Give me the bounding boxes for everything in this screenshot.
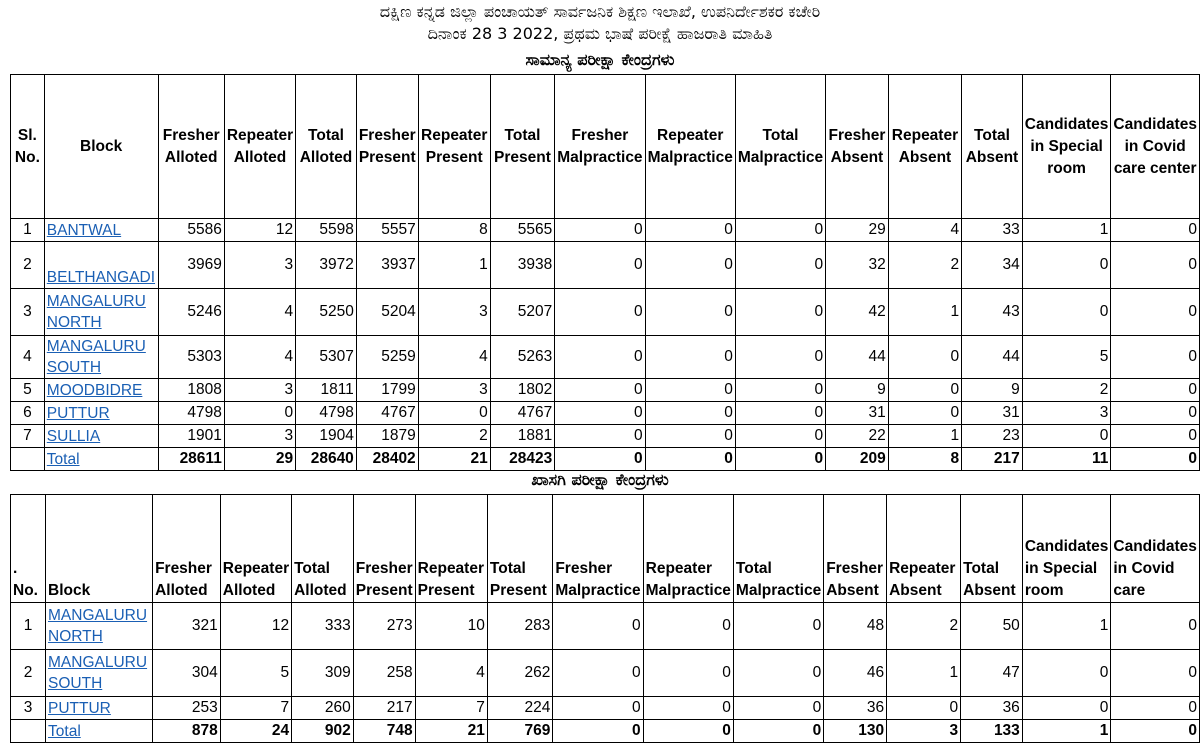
value-cell: 0 (643, 650, 733, 697)
value-cell: 262 (487, 650, 552, 697)
col-header-block: Block (44, 75, 158, 219)
value-cell: 0 (888, 336, 961, 379)
value-cell: 0 (1111, 242, 1200, 289)
value-cell: 5565 (490, 219, 555, 242)
value-cell: 5246 (158, 289, 224, 336)
block-link[interactable]: MANGALURU SOUTH (46, 338, 146, 376)
value-cell: 3969 (158, 242, 224, 289)
value-cell: 0 (735, 425, 825, 448)
block-cell (46, 697, 153, 720)
table-row (11, 242, 1200, 289)
value-cell: 321 (153, 603, 221, 650)
value-cell: 4 (224, 336, 295, 379)
serial-number-cell: 5 (11, 379, 45, 402)
value-cell: 1879 (356, 425, 418, 448)
value-cell: 0 (888, 402, 961, 425)
value-cell: 4767 (490, 402, 555, 425)
total-value-cell: 0 (1111, 720, 1200, 743)
block-cell (44, 336, 158, 379)
total-value-cell: 28402 (356, 448, 418, 471)
serial-number-cell: 2 (11, 650, 46, 697)
table-row (11, 650, 1200, 697)
value-cell: 23 (962, 425, 1023, 448)
table-row (11, 402, 1200, 425)
col-header-total-present: Total Present (490, 75, 555, 219)
block-cell (44, 289, 158, 336)
col-header-special-room: Candidates in Special room (1022, 495, 1111, 603)
total-value-cell: 902 (292, 720, 354, 743)
value-cell: 48 (824, 603, 887, 650)
table-header-row (11, 495, 1200, 603)
value-cell: 0 (1111, 603, 1200, 650)
value-cell: 0 (735, 242, 825, 289)
office-title: ದಕ್ಷಿಣ ಕನ್ನಡ ಜಿಲ್ಲಾ ಪಂಚಾಯತ್ ಸಾರ್ವಜನಿಕ ಶಿಕ್ಷಣ ಇಲಾಖೆ, ಉಪನಿರ್ದೇಶಕರ ಕಚೇರಿ (379, 2, 821, 21)
value-cell: 3 (224, 242, 295, 289)
total-label-cell (46, 720, 153, 743)
table-row (11, 379, 1200, 402)
value-cell: 1 (888, 425, 961, 448)
value-cell: 4 (888, 219, 961, 242)
col-header-fresher-malpractice: Fresher Malpractice (555, 75, 645, 219)
total-value-cell: 133 (961, 720, 1023, 743)
value-cell: 1802 (490, 379, 555, 402)
value-cell: 5586 (158, 219, 224, 242)
serial-number-cell: 4 (11, 336, 45, 379)
value-cell: 12 (224, 219, 295, 242)
value-cell: 33 (962, 219, 1023, 242)
col-header-repeater-malpractice: Repeater Malpractice (645, 75, 735, 219)
total-value-cell: 0 (643, 720, 733, 743)
value-cell: 9 (962, 379, 1023, 402)
value-cell: 2 (1022, 379, 1111, 402)
col-header-total-alloted: Total Alloted (292, 495, 354, 603)
block-link[interactable]: PUTTUR (48, 699, 111, 717)
block-cell (44, 242, 158, 289)
value-cell: 0 (1111, 425, 1200, 448)
value-cell: 0 (1111, 402, 1200, 425)
section-title-private-centres: ಖಾಸಗಿ ಪರೀಕ್ಷಾ ಕೇಂದ್ರಗಳು (531, 470, 669, 489)
value-cell: 10 (415, 603, 487, 650)
table-row (11, 697, 1200, 720)
value-cell: 3972 (296, 242, 357, 289)
value-cell: 283 (487, 603, 552, 650)
value-cell: 3 (224, 379, 295, 402)
value-cell: 5307 (296, 336, 357, 379)
value-cell: 4 (224, 289, 295, 336)
block-cell (44, 402, 158, 425)
empty-cell (11, 448, 45, 471)
col-header-total-present: Total Present (487, 495, 552, 603)
table-row (11, 425, 1200, 448)
block-cell (44, 379, 158, 402)
value-cell: 0 (645, 425, 735, 448)
total-value-cell: 8 (888, 448, 961, 471)
value-cell: 0 (643, 603, 733, 650)
total-value-cell: 0 (555, 448, 645, 471)
col-header-total-malpractice: Total Malpractice (735, 75, 825, 219)
col-header-repeater-alloted: Repeater Alloted (224, 75, 295, 219)
total-value-cell: 748 (353, 720, 415, 743)
value-cell: 2 (418, 425, 490, 448)
block-cell (44, 425, 158, 448)
table-row (11, 336, 1200, 379)
value-cell: 0 (553, 650, 643, 697)
value-cell: 5204 (356, 289, 418, 336)
total-value-cell: 29 (224, 448, 295, 471)
block-link[interactable]: MANGALURU NORTH (46, 293, 146, 331)
value-cell: 2 (887, 603, 961, 650)
value-cell: 7 (415, 697, 487, 720)
total-value-cell: 769 (487, 720, 552, 743)
total-value-cell: 28640 (296, 448, 357, 471)
value-cell: 4 (415, 650, 487, 697)
value-cell: 0 (735, 336, 825, 379)
total-value-cell: 21 (418, 448, 490, 471)
empty-cell (11, 720, 46, 743)
value-cell: 0 (418, 402, 490, 425)
value-cell: 0 (645, 289, 735, 336)
col-header-repeater-alloted: Repeater Alloted (220, 495, 291, 603)
value-cell: 4 (418, 336, 490, 379)
value-cell: 0 (1022, 289, 1111, 336)
col-header-total-alloted: Total Alloted (296, 75, 357, 219)
value-cell: 0 (733, 650, 823, 697)
value-cell: 4798 (296, 402, 357, 425)
value-cell: 273 (353, 603, 415, 650)
value-cell: 0 (555, 289, 645, 336)
total-value-cell: 209 (826, 448, 889, 471)
col-header-fresher-alloted: Fresher Alloted (153, 495, 221, 603)
value-cell: 2 (888, 242, 961, 289)
value-cell: 0 (735, 219, 825, 242)
col-header-repeater-present: Repeater Present (418, 75, 490, 219)
value-cell: 7 (220, 697, 291, 720)
value-cell: 5557 (356, 219, 418, 242)
total-label-cell (44, 448, 158, 471)
value-cell: 5598 (296, 219, 357, 242)
total-value-cell: 878 (153, 720, 221, 743)
value-cell: 4767 (356, 402, 418, 425)
total-value-cell: 21 (415, 720, 487, 743)
total-value-cell: 0 (645, 448, 735, 471)
col-header-fresher-present: Fresher Present (356, 75, 418, 219)
total-value-cell: 11 (1022, 448, 1111, 471)
value-cell: 43 (962, 289, 1023, 336)
value-cell: 1881 (490, 425, 555, 448)
value-cell: 0 (887, 697, 961, 720)
serial-number-cell: 3 (11, 697, 46, 720)
value-cell: 3 (224, 425, 295, 448)
value-cell: 34 (962, 242, 1023, 289)
value-cell: 44 (826, 336, 889, 379)
value-cell: 309 (292, 650, 354, 697)
value-cell: 0 (1111, 697, 1200, 720)
value-cell: 260 (292, 697, 354, 720)
value-cell: 1904 (296, 425, 357, 448)
value-cell: 0 (888, 379, 961, 402)
value-cell: 0 (555, 402, 645, 425)
value-cell: 8 (418, 219, 490, 242)
col-header-repeater-absent: Repeater Absent (888, 75, 961, 219)
block-link[interactable]: MANGALURU SOUTH (48, 654, 148, 692)
block-link[interactable]: SULLIA (46, 427, 101, 445)
value-cell: 31 (826, 402, 889, 425)
serial-number-cell: 2 (11, 242, 45, 289)
section-title-government-centres: ಸಾಮಾನ್ಯ ಪರೀಕ್ಷಾ ಕೇಂದ್ರಗಳು (525, 50, 675, 69)
value-cell: 3 (1022, 402, 1111, 425)
total-value-cell: 1 (1022, 720, 1111, 743)
col-header-repeater-absent: Repeater Absent (887, 495, 961, 603)
value-cell: 0 (1111, 336, 1200, 379)
value-cell: 0 (553, 697, 643, 720)
total-value-cell: 130 (824, 720, 887, 743)
value-cell: 50 (961, 603, 1023, 650)
value-cell: 12 (220, 603, 291, 650)
total-value-cell: 3 (887, 720, 961, 743)
col-header-total-absent: Total Absent (962, 75, 1023, 219)
table-row (11, 603, 1200, 650)
value-cell: 258 (353, 650, 415, 697)
block-cell (44, 219, 158, 242)
value-cell: 0 (555, 242, 645, 289)
col-header-sl-no: Sl. No. (11, 75, 45, 219)
value-cell: 3 (418, 379, 490, 402)
value-cell: 47 (961, 650, 1023, 697)
value-cell: 0 (1111, 219, 1200, 242)
value-cell: 0 (555, 379, 645, 402)
col-header-covid-care: Candidates in Covid care center (1111, 75, 1200, 219)
value-cell: 333 (292, 603, 354, 650)
value-cell: 0 (735, 379, 825, 402)
value-cell: 0 (645, 379, 735, 402)
total-value-cell: 28423 (490, 448, 555, 471)
col-header-repeater-malpractice: Repeater Malpractice (643, 495, 733, 603)
value-cell: 217 (353, 697, 415, 720)
value-cell: 5 (1022, 336, 1111, 379)
value-cell: 0 (555, 219, 645, 242)
value-cell: 32 (826, 242, 889, 289)
attendance-table-government (10, 74, 1200, 471)
table-row (11, 219, 1200, 242)
value-cell: 1808 (158, 379, 224, 402)
total-value-cell: 0 (733, 720, 823, 743)
value-cell: 3937 (356, 242, 418, 289)
col-header-fresher-alloted: Fresher Alloted (158, 75, 224, 219)
col-header-fresher-malpractice: Fresher Malpractice (553, 495, 643, 603)
table-row (11, 289, 1200, 336)
value-cell: 36 (824, 697, 887, 720)
total-value-cell: 0 (553, 720, 643, 743)
value-cell: 0 (643, 697, 733, 720)
value-cell: 1811 (296, 379, 357, 402)
value-cell: 253 (153, 697, 221, 720)
value-cell: 0 (224, 402, 295, 425)
value-cell: 0 (1111, 379, 1200, 402)
value-cell: 4798 (158, 402, 224, 425)
value-cell: 5 (220, 650, 291, 697)
value-cell: 5259 (356, 336, 418, 379)
total-link[interactable]: Total (48, 722, 81, 740)
value-cell: 1 (1022, 603, 1111, 650)
total-value-cell: 0 (735, 448, 825, 471)
value-cell: 36 (961, 697, 1023, 720)
value-cell: 1799 (356, 379, 418, 402)
col-header-fresher-present: Fresher Present (353, 495, 415, 603)
total-value-cell: 0 (1111, 448, 1200, 471)
report-date-line: ದಿನಾಂಕ 28 3 2022, ಪ್ರಥಮ ಭಾಷೆ ಪರೀಕ್ಷೆ ಹಾಜರಾತಿ ಮಾಹಿತಿ (427, 24, 773, 43)
value-cell: 5263 (490, 336, 555, 379)
value-cell: 44 (962, 336, 1023, 379)
total-row (11, 720, 1200, 743)
value-cell: 0 (733, 697, 823, 720)
value-cell: 0 (1022, 650, 1111, 697)
col-header-fresher-absent: Fresher Absent (824, 495, 887, 603)
table-header-row (11, 75, 1200, 219)
serial-number-cell: 6 (11, 402, 45, 425)
block-link[interactable]: BANTWAL (46, 221, 122, 239)
serial-number-cell: 3 (11, 289, 45, 336)
value-cell: 0 (555, 425, 645, 448)
col-header-covid-care: Candidates in Covid care (1111, 495, 1200, 603)
value-cell: 3 (418, 289, 490, 336)
value-cell: 1901 (158, 425, 224, 448)
value-cell: 0 (645, 219, 735, 242)
total-value-cell: 24 (220, 720, 291, 743)
value-cell: 5303 (158, 336, 224, 379)
value-cell: 0 (645, 336, 735, 379)
value-cell: 0 (553, 603, 643, 650)
value-cell: 0 (645, 402, 735, 425)
block-link[interactable]: BELTHANGADI (46, 269, 156, 286)
block-link[interactable]: PUTTUR (46, 404, 110, 422)
total-value-cell: 217 (962, 448, 1023, 471)
value-cell: 31 (962, 402, 1023, 425)
attendance-table-private (10, 494, 1200, 743)
value-cell: 3938 (490, 242, 555, 289)
col-header-total-absent: Total Absent (961, 495, 1023, 603)
value-cell: 29 (826, 219, 889, 242)
block-link[interactable]: MOODBIDRE (46, 381, 143, 399)
block-cell (46, 603, 153, 650)
value-cell: 46 (824, 650, 887, 697)
col-header-repeater-present: Repeater Present (415, 495, 487, 603)
value-cell: 0 (1111, 289, 1200, 336)
value-cell: 1 (888, 289, 961, 336)
value-cell: 1 (418, 242, 490, 289)
serial-number-cell: 1 (11, 603, 46, 650)
value-cell: 0 (733, 603, 823, 650)
col-header-sl-no: . No. (11, 495, 46, 603)
value-cell: 9 (826, 379, 889, 402)
col-header-special-room: Candidates in Special room (1022, 75, 1111, 219)
value-cell: 0 (555, 336, 645, 379)
value-cell: 0 (735, 402, 825, 425)
serial-number-cell: 1 (11, 219, 45, 242)
value-cell: 0 (645, 242, 735, 289)
col-header-fresher-absent: Fresher Absent (826, 75, 889, 219)
value-cell: 0 (1111, 650, 1200, 697)
value-cell: 5250 (296, 289, 357, 336)
value-cell: 1 (1022, 219, 1111, 242)
value-cell: 5207 (490, 289, 555, 336)
value-cell: 0 (1022, 242, 1111, 289)
value-cell: 0 (735, 289, 825, 336)
block-link[interactable]: MANGALURU NORTH (48, 607, 148, 645)
value-cell: 22 (826, 425, 889, 448)
block-cell (46, 650, 153, 697)
serial-number-cell: 7 (11, 425, 45, 448)
col-header-total-malpractice: Total Malpractice (733, 495, 823, 603)
value-cell: 42 (826, 289, 889, 336)
col-header-block: Block (46, 495, 153, 603)
value-cell: 1 (887, 650, 961, 697)
value-cell: 0 (1022, 697, 1111, 720)
value-cell: 224 (487, 697, 552, 720)
total-row (11, 448, 1200, 471)
value-cell: 304 (153, 650, 221, 697)
total-link[interactable]: Total (46, 450, 80, 468)
total-value-cell: 28611 (158, 448, 224, 471)
value-cell: 0 (1022, 425, 1111, 448)
